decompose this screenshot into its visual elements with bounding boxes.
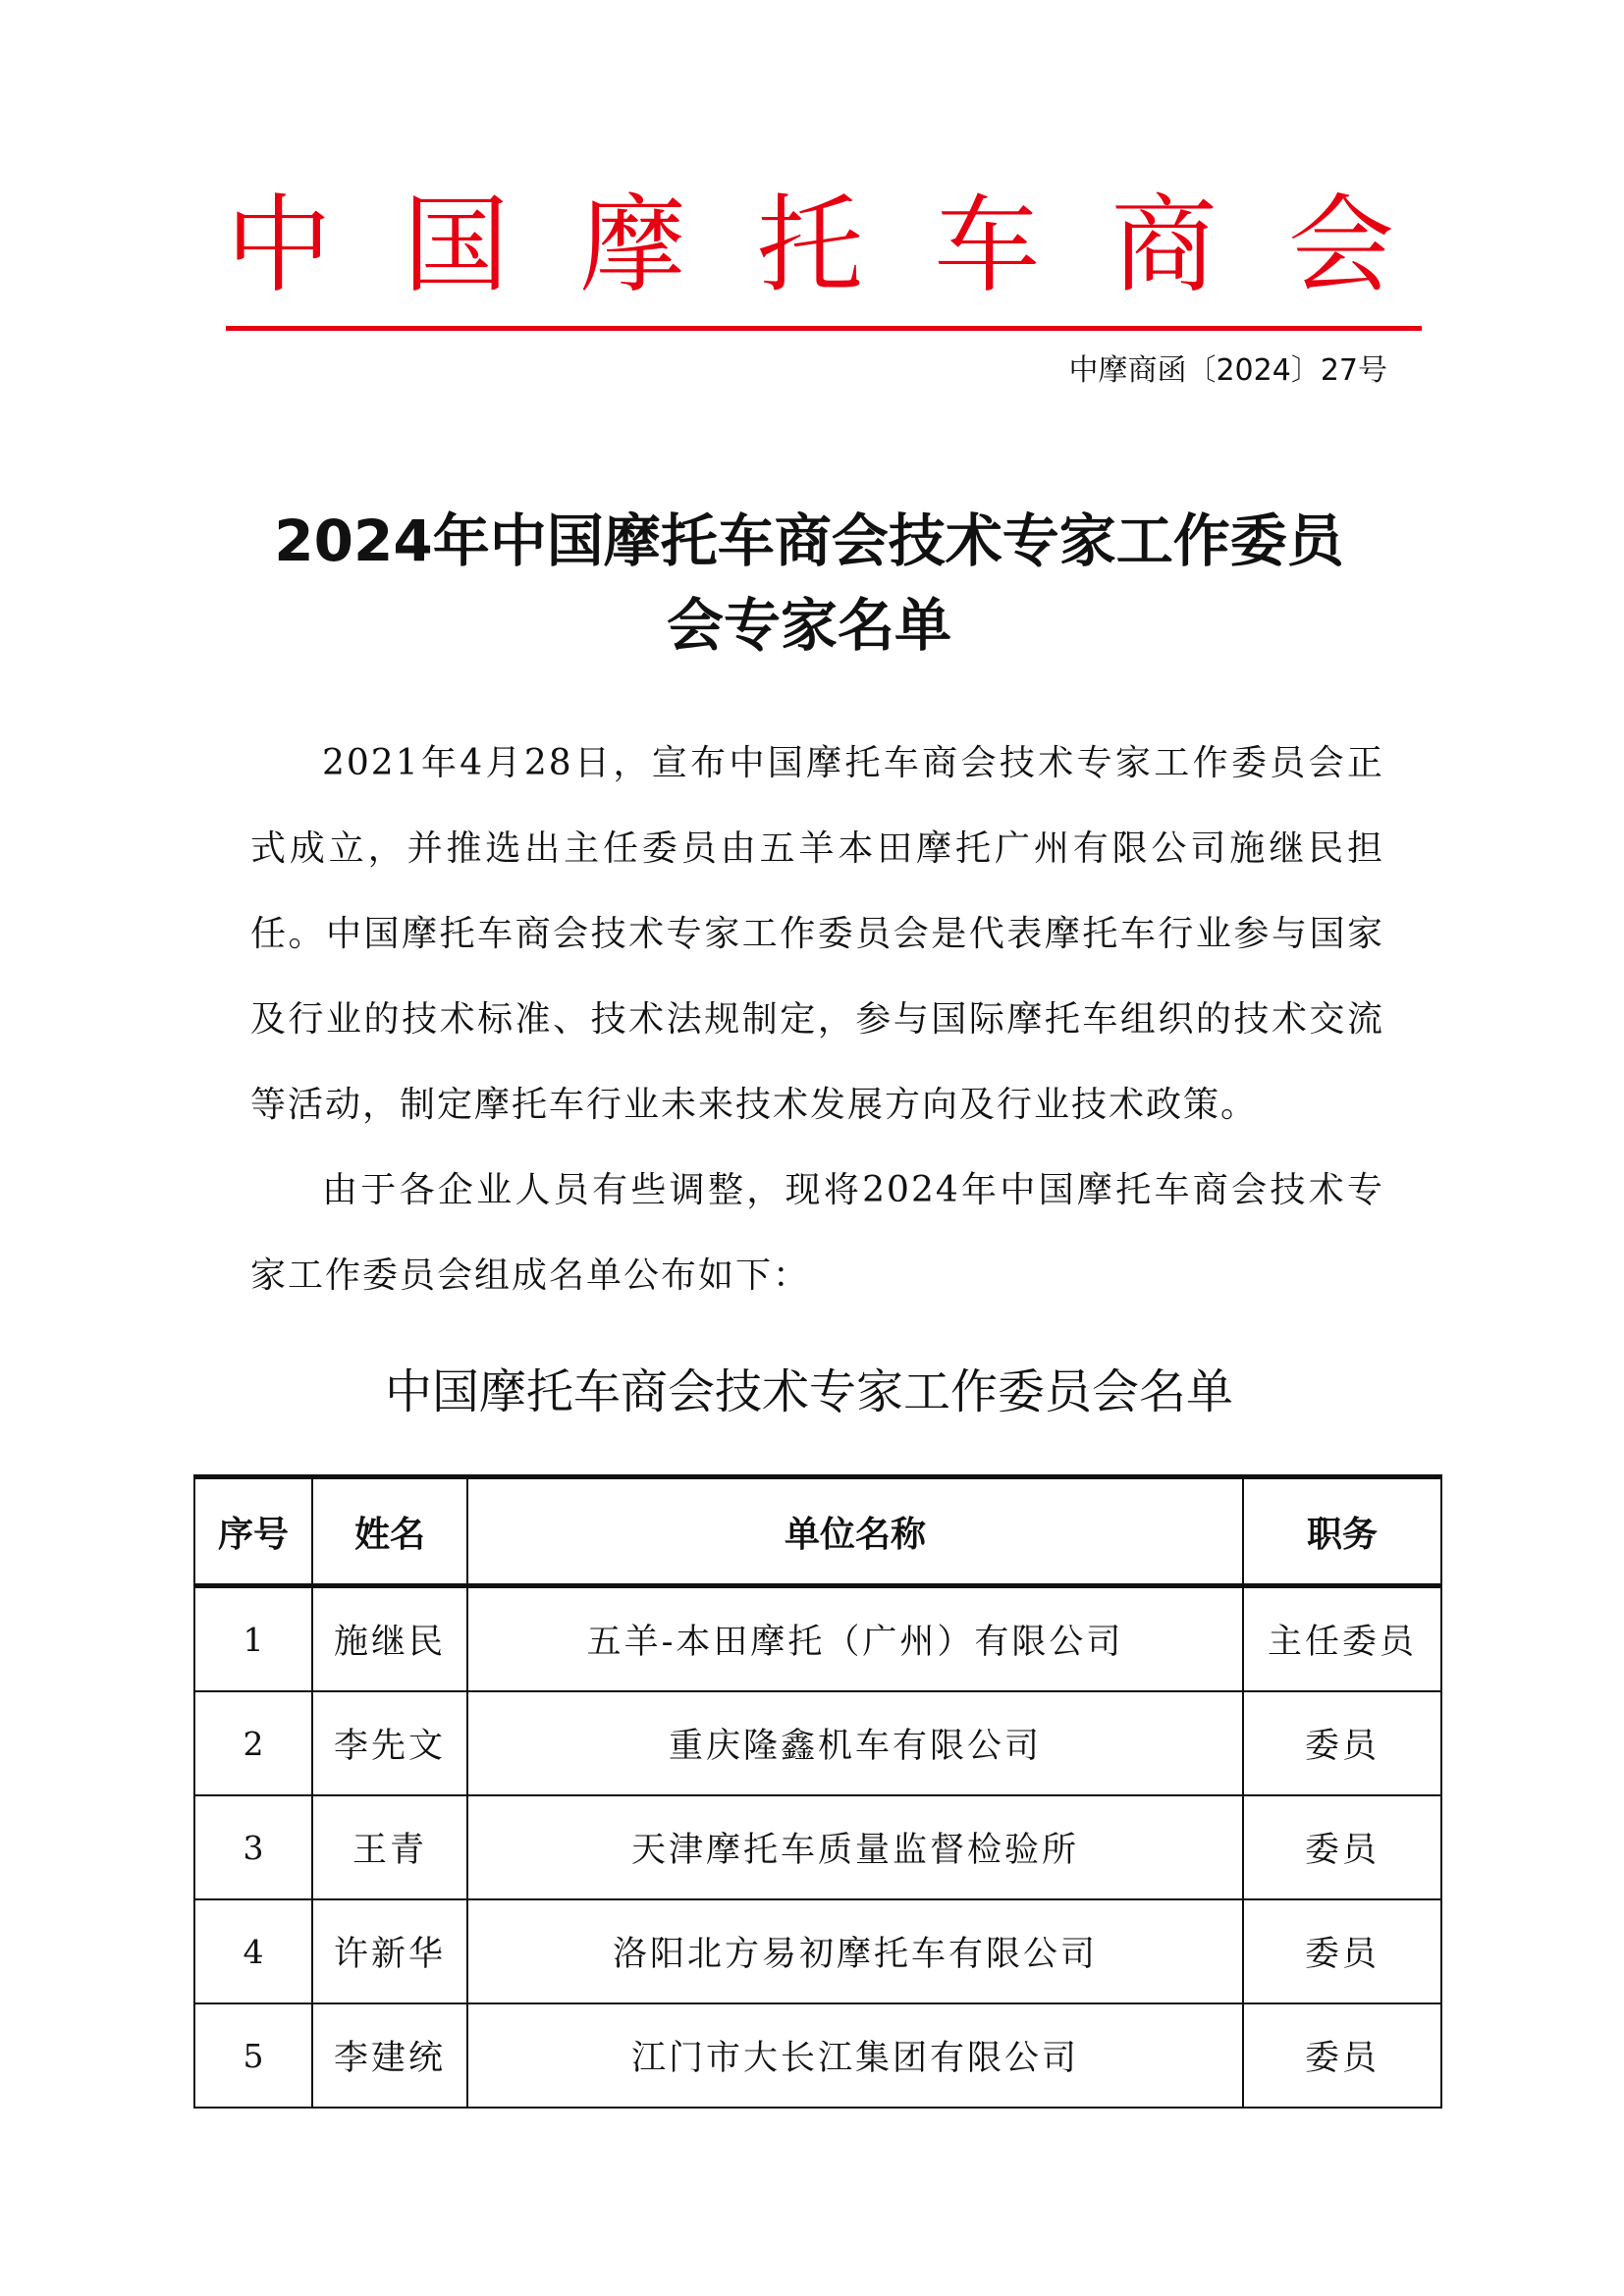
header-position: 职务 <box>1243 1477 1441 1586</box>
table-row <box>194 1899 1441 2003</box>
letterhead-divider <box>226 326 1422 331</box>
document-number: 中摩商函〔2024〕27号 <box>1068 353 1387 388</box>
cell-organization: 重庆隆鑫机车有限公司 <box>467 1691 1243 1795</box>
cell-index: 2 <box>194 1691 312 1795</box>
letterhead-char: 商 <box>1110 185 1218 307</box>
cell-organization: 江门市大长江集团有限公司 <box>467 2003 1243 2108</box>
body-paragraph-2: 由于各企业人员有些调整，现将2024年中国摩托车商会技术专家工作委员会组成名单公布如下： <box>250 1170 1384 1296</box>
table-row <box>194 2003 1441 2108</box>
table-header-row <box>194 1477 1441 1586</box>
cell-name: 李建统 <box>312 2003 467 2108</box>
header-index: 序号 <box>194 1477 312 1586</box>
letterhead-org-name <box>226 185 1394 307</box>
cell-position: 主任委员 <box>1243 1586 1441 1692</box>
table-row <box>194 1795 1441 1899</box>
table-row <box>194 1691 1441 1795</box>
document-title <box>226 499 1392 667</box>
cell-name: 李先文 <box>312 1691 467 1795</box>
header-organization: 单位名称 <box>467 1477 1243 1586</box>
title-line-2: 会专家名单 <box>666 592 951 659</box>
cell-organization: 五羊-本田摩托（广州）有限公司 <box>467 1586 1243 1692</box>
body-paragraph-1: 2021年4月28日，宣布中国摩托车商会技术专家工作委员会正式成立，并推选出主任委员由五羊本田摩托广州有限公司施继民担任。中国摩托车商会技术专家工作委员会是代表摩托车行业参与国家及行业的技术标准、技术法规制定，参与国际摩托车组织的技术交流等活动，制定摩托车行业未来技术发展方向及行业技术政策。 <box>250 743 1384 1125</box>
cell-name: 施继民 <box>312 1586 467 1692</box>
cell-position: 委员 <box>1243 2003 1441 2108</box>
cell-index: 5 <box>194 2003 312 2108</box>
table-title: 中国摩托车商会技术专家工作委员会名单 <box>384 1364 1233 1419</box>
cell-organization: 洛阳北方易初摩托车有限公司 <box>467 1899 1243 2003</box>
member-table-container <box>193 1474 1440 2109</box>
letterhead-char: 摩 <box>579 185 686 307</box>
letterhead-char: 会 <box>1287 185 1394 307</box>
table-row <box>194 1586 1441 1692</box>
cell-organization: 天津摩托车质量监督检验所 <box>467 1795 1243 1899</box>
cell-position: 委员 <box>1243 1691 1441 1795</box>
cell-index: 1 <box>194 1586 312 1692</box>
cell-name: 许新华 <box>312 1899 467 2003</box>
letterhead-char: 中 <box>226 185 333 307</box>
letterhead-char: 国 <box>403 185 510 307</box>
cell-index: 3 <box>194 1795 312 1899</box>
cell-position: 委员 <box>1243 1899 1441 2003</box>
cell-position: 委员 <box>1243 1795 1441 1899</box>
cell-index: 4 <box>194 1899 312 2003</box>
letterhead-char: 托 <box>756 185 863 307</box>
member-table <box>193 1474 1442 2109</box>
title-line-1: 2024年中国摩托车商会技术专家工作委员 <box>274 507 1344 574</box>
letterhead-char: 车 <box>934 185 1041 307</box>
header-name: 姓名 <box>312 1477 467 1586</box>
cell-name: 王青 <box>312 1795 467 1899</box>
